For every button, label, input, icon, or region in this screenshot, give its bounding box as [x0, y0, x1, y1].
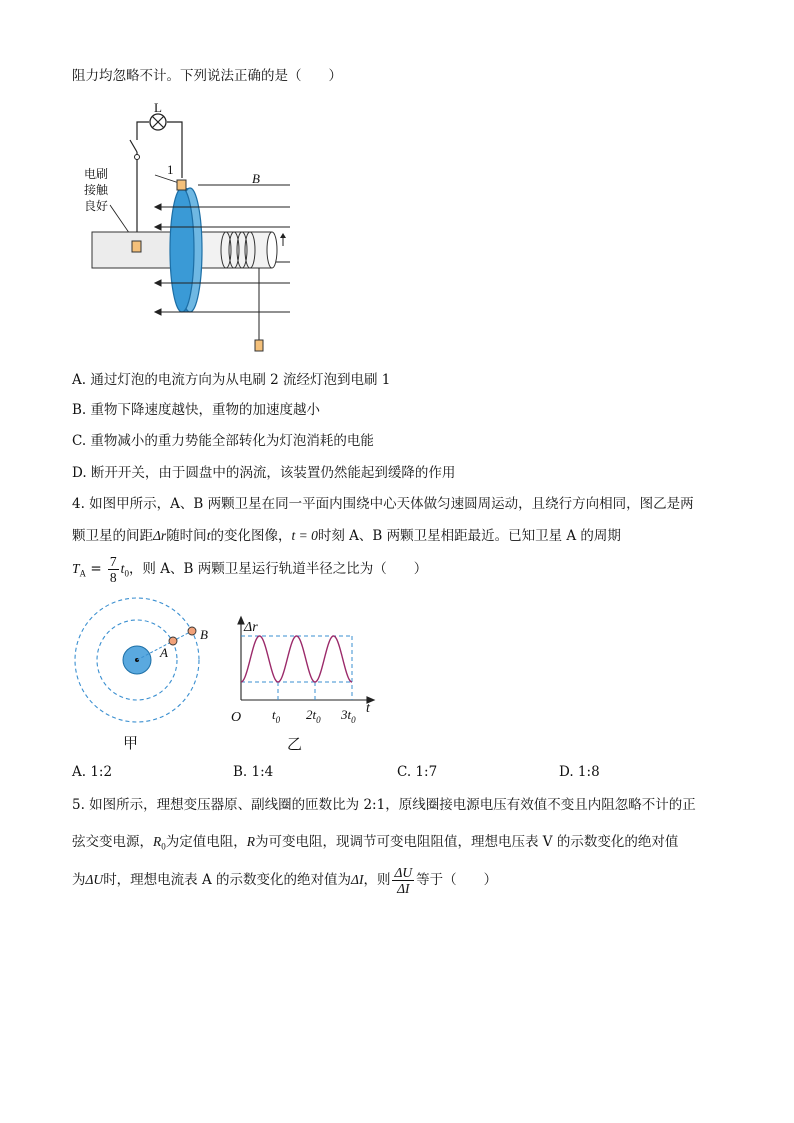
tick-2t0: $2t_0$ — [306, 707, 321, 725]
brush1-label: 1 — [167, 162, 174, 177]
q3-stem-tail: 阻力均忽略不计。下列说法正确的是（ ） — [72, 68, 342, 84]
q3-option-d: D. 断开开关，由于圆盘中的涡流，该装置仍然能起到缓降的作用 — [72, 465, 456, 481]
q4-figure-yi-graph — [228, 612, 378, 757]
q4-figure-jia-orbits — [70, 595, 230, 755]
q4-fraction: $\frac{7}{8}$ — [109, 554, 117, 585]
lamp-label: L — [154, 100, 162, 115]
q3-option-a: A. 通过灯泡的电流方向为从电刷 2 流经灯泡到电刷 1 — [72, 372, 391, 388]
y-axis-label: Δr — [244, 620, 258, 635]
switch-contact — [135, 155, 140, 160]
brush-note-2: 接触 — [84, 183, 109, 197]
q3-option-b: B. 重物下降速度越快，重物的加速度越小 — [72, 402, 321, 418]
lamp-icon — [150, 114, 166, 130]
q4-line-2: 颗卫星的间距Δr随时间t的变化图像，t = 0时刻 A、B 两颗卫星相距最近。已知卫星 A 的周期 — [72, 528, 621, 544]
q4-option-a: A. 1:2 — [72, 764, 113, 780]
brush-note-1: 电刷 — [84, 167, 109, 181]
tick-t0: $t_0$ — [272, 707, 281, 725]
x-axis-label: t — [366, 701, 370, 716]
delta-r-curve — [241, 636, 352, 682]
label-a: A — [160, 645, 168, 660]
q4-option-c: C. 1:7 — [397, 764, 438, 780]
q5-fraction: $\frac{\Delta U}{\Delta I}$ — [394, 865, 413, 896]
tick-3t0: $3t_0$ — [341, 707, 356, 725]
brush-2 — [132, 241, 141, 252]
q4-line-1: 4. 如图甲所示，A、B 两颗卫星在同一平面内围绕中心天体做匀速圆周运动，且绕行方向相同，图乙是两 — [72, 496, 694, 512]
caption-jia: 甲 — [123, 734, 139, 752]
satellite-b — [188, 627, 196, 635]
q4-option-b: B. 1:4 — [233, 764, 274, 780]
q5-line-3: 为ΔU时，理想电流表 A 的示数变化的绝对值为ΔI，则 $\frac{\Delta U}{\Delta I}$ 等于（ ） — [72, 865, 498, 896]
q3-option-c: C. 重物减小的重力势能全部转化为灯泡消耗的电能 — [72, 433, 374, 449]
q3-disc-generator-figure — [80, 95, 310, 360]
q4-option-d: D. 1:8 — [559, 764, 600, 780]
q5-line-1: 5. 如图所示，理想变压器原、副线圈的匝数比为 2:1，原线圈接电源电压有效值不变且内阻忽略不计的正 — [72, 797, 696, 813]
q5-line-2: 弦交变电源，$R_0$为定值电阻，R为可变电阻，现调节可变电阻阻值，理想电压表 V 的示数变化的绝对值 — [72, 834, 679, 852]
field-label: B — [252, 171, 260, 186]
q4-line-3: $T_A$ = $\frac{7}{8}$ $t_0$，则 A、B 两颗卫星运行轨道半径之比为（ ） — [72, 554, 428, 585]
caption-yi: 乙 — [287, 735, 303, 753]
satellite-a — [169, 637, 177, 645]
label-b: B — [200, 627, 208, 642]
origin-label: O — [231, 710, 242, 725]
brush-1 — [177, 180, 186, 190]
hanging-weight — [255, 340, 263, 351]
brush-note-3: 良好 — [84, 199, 109, 213]
